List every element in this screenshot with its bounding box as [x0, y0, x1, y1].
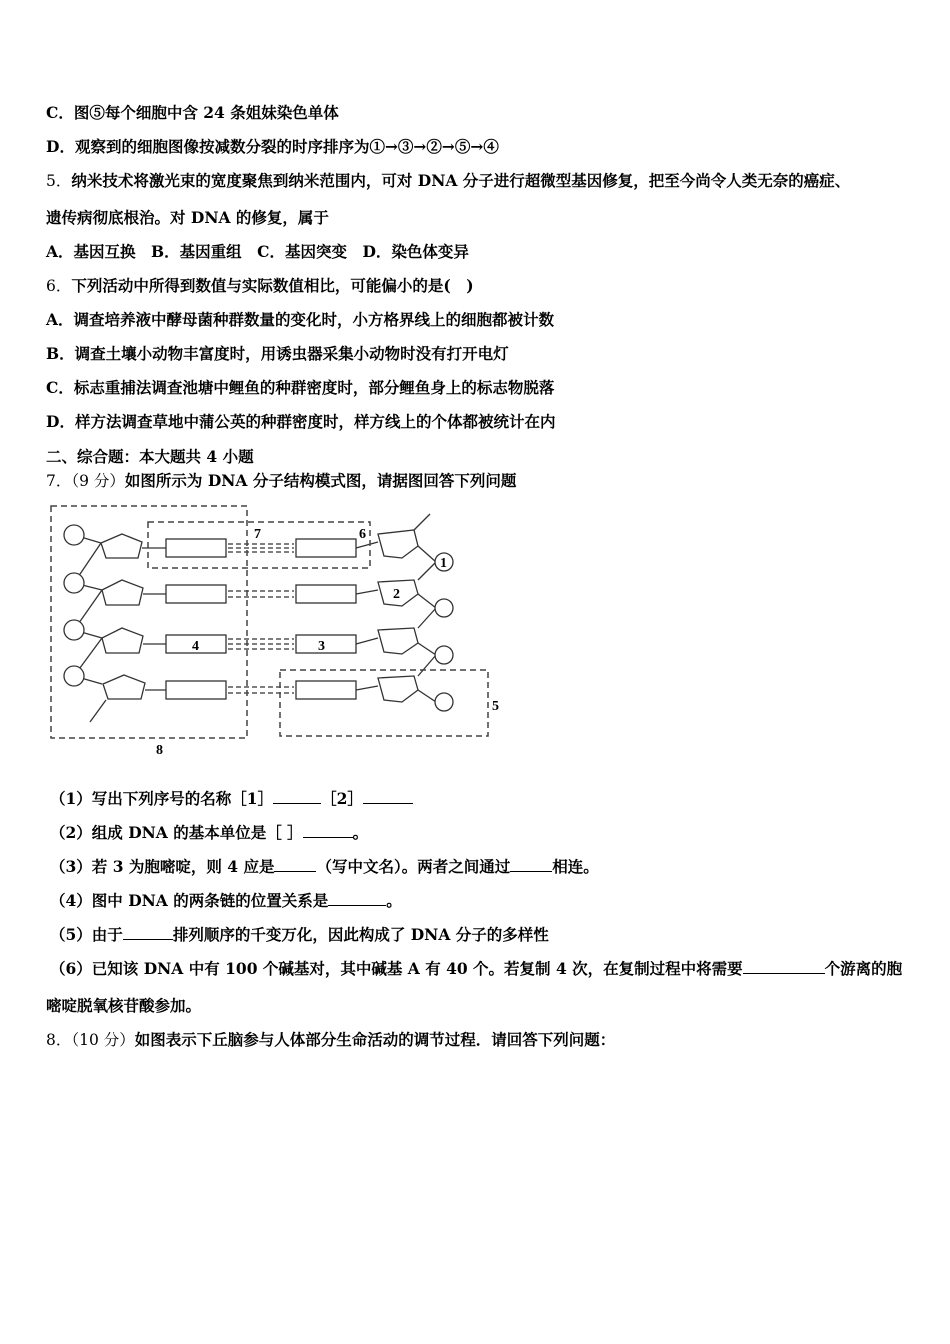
q7-sub2-text: 组成 DNA 的基本单位是［ ］	[91, 823, 303, 842]
q7-sub6	[50, 959, 902, 979]
base-3	[296, 635, 356, 653]
base	[166, 681, 226, 699]
q6-stem	[46, 276, 474, 296]
q7-sub1	[50, 789, 413, 809]
q7-sub2-label: （2）	[50, 823, 92, 842]
label-7: 7	[254, 527, 261, 542]
q7-sub1-text: 写出下列序号的名称［1］	[91, 789, 274, 808]
q7-sub4	[50, 891, 402, 911]
q7-sub6-label: （6）	[50, 959, 92, 978]
q7-sub3-text-a: 若 3 为胞嘧啶，则 4 应是	[91, 857, 275, 876]
label-2: 2	[393, 587, 400, 602]
dna-structure-diagram	[46, 500, 506, 760]
phosphate	[64, 620, 84, 640]
label-6: 6	[359, 527, 366, 542]
q5-stem	[46, 171, 850, 191]
answer-blank[interactable]	[363, 789, 413, 804]
answer-blank[interactable]	[123, 925, 173, 940]
q7-sub5-label: （5）	[50, 925, 92, 944]
q7-sub6-text-a: 已知该 DNA 中有 100 个碱基对，其中碱基 A 有 40 个。若复制 4 次，在复制过程中将需要	[91, 959, 743, 978]
q7-sub4-label: （4）	[50, 891, 92, 910]
q7-sub6-line2: 嘧啶脱氧核苷酸参加。	[46, 996, 202, 1015]
q5-number: 5．	[46, 172, 72, 190]
q4-option-c: C．图⑤每个细胞中含 24 条姐妹染色单体	[46, 103, 339, 122]
q7-sub5	[50, 925, 549, 945]
base	[296, 585, 356, 603]
q7-sub1-mid: ［2］	[321, 789, 363, 808]
q8-stem-text: 如图表示下丘脑参与人体部分生命活动的调节过程．请回答下列问题：	[134, 1030, 616, 1049]
q7-stem	[46, 471, 516, 491]
q6-option-b: B．调查土壤小动物丰富度时，用诱虫器采集小动物时没有打开电灯	[46, 344, 509, 363]
answer-blank[interactable]	[510, 857, 552, 872]
q7-sub3-label: （3）	[50, 857, 92, 876]
q7-score: （9 分）	[71, 472, 125, 490]
label-5: 5	[492, 699, 499, 714]
q8-stem	[46, 1030, 615, 1050]
answer-blank[interactable]	[743, 959, 825, 974]
base	[296, 539, 356, 557]
q7-sub2	[50, 823, 368, 843]
base	[166, 539, 226, 557]
deoxyribose	[378, 628, 418, 654]
q5-options: A．基因互换 B．基因重组 C．基因突变 D．染色体变异	[46, 242, 469, 261]
q7-sub3	[50, 857, 599, 877]
q6-option-d: D．样方法调查草地中蒲公英的种群密度时，样方线上的个体都被统计在内	[46, 412, 556, 431]
label-1: 1	[440, 556, 447, 571]
deoxyribose	[378, 676, 418, 702]
q4-option-d: D．观察到的细胞图像按减数分裂的时序排序为①→③→②→⑤→④	[46, 137, 499, 156]
q6-stem-text: 下列活动中所得到数值与实际数值相比，可能偏小的是( )	[71, 276, 474, 295]
label-4: 4	[192, 639, 199, 654]
label-8: 8	[156, 743, 163, 758]
q7-sub5-text-b: 排列顺序的千变万化，因此构成了 DNA 分子的多样性	[172, 925, 549, 944]
deoxyribose	[102, 628, 143, 653]
phosphate	[435, 646, 453, 664]
phosphate	[435, 693, 453, 711]
section-heading: 二、综合题：本大题共 4 小题	[46, 447, 254, 466]
q7-sub2-end: 。	[352, 823, 369, 842]
deoxyribose	[101, 534, 142, 558]
deoxyribose	[103, 675, 145, 699]
q7-sub5-text-a: 由于	[91, 925, 123, 944]
deoxyribose	[378, 530, 418, 558]
phosphate	[64, 573, 84, 593]
q6-number: 6．	[46, 277, 72, 295]
q7-sub3-text-b: （写中文名）。两者之间通过	[316, 857, 511, 876]
q7-sub4-text: 图中 DNA 的两条链的位置关系是	[91, 891, 329, 910]
q5-stem-line1: 纳米技术将激光束的宽度聚焦到纳米范围内，可对 DNA 分子进行超微型基因修复，把至今尚令人类无奈的癌症、	[71, 171, 851, 190]
phosphate	[64, 525, 84, 545]
q7-stem-text: 如图所示为 DNA 分子结构模式图，请据图回答下列问题	[124, 471, 517, 490]
q7-number: 7．	[46, 472, 72, 490]
right-strand	[296, 514, 453, 711]
q7-sub1-label: （1）	[50, 789, 92, 808]
label-3: 3	[318, 639, 325, 654]
q5-stem-line2: 遗传病彻底根治。对 DNA 的修复，属于	[46, 208, 329, 227]
answer-blank[interactable]	[273, 789, 321, 804]
base	[166, 585, 226, 603]
left-strand	[64, 525, 226, 722]
answer-blank[interactable]	[328, 891, 386, 906]
phosphate	[435, 599, 453, 617]
answer-blank[interactable]	[274, 857, 316, 872]
q8-score: （10 分）	[71, 1031, 135, 1049]
answer-blank[interactable]	[303, 823, 353, 838]
deoxyribose	[102, 580, 143, 605]
q7-sub6-text-b: 个游离的胞	[824, 959, 903, 978]
q6-option-a: A．调查培养液中酵母菌种群数量的变化时，小方格界线上的细胞都被计数	[46, 310, 555, 329]
phosphate	[64, 666, 84, 686]
q7-sub3-text-c: 相连。	[552, 857, 599, 876]
base	[296, 681, 356, 699]
q6-option-c: C．标志重捕法调查池塘中鲤鱼的种群密度时，部分鲤鱼身上的标志物脱落	[46, 378, 555, 397]
q8-number: 8．	[46, 1031, 72, 1049]
q7-sub4-end: 。	[386, 891, 402, 910]
